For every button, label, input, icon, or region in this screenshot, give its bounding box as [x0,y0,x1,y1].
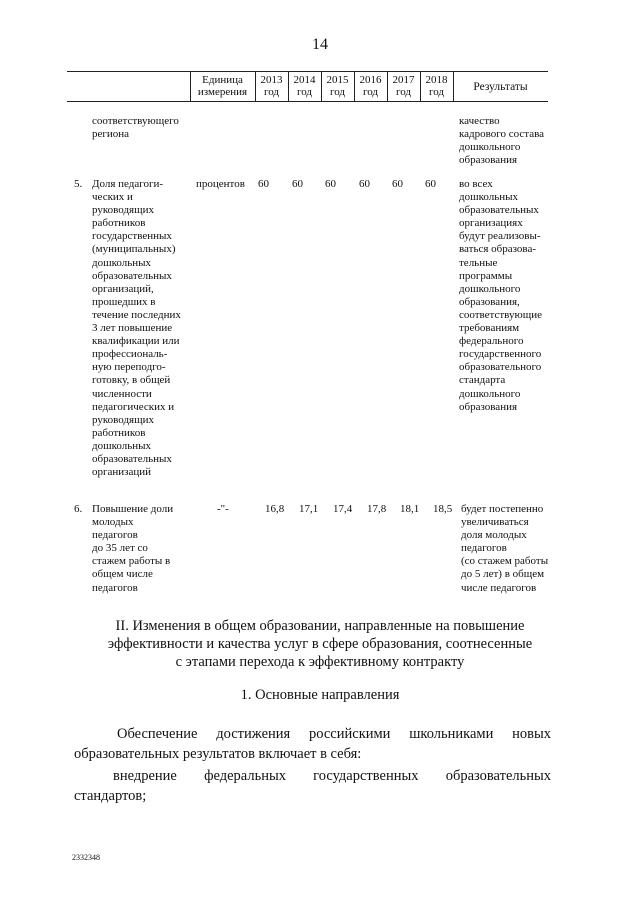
word: внедрение [113,768,177,784]
header-year-value: 2016 [359,74,382,86]
row-value-2014: 17,1 [299,503,319,515]
header-year-value: 2013 [260,74,283,86]
header-year-2016 [354,74,387,98]
row-value-2013: 60 [258,178,269,190]
row-value-2015: 60 [325,178,336,190]
row-number: 6. [74,503,83,515]
row-value-2017: 60 [392,178,403,190]
row-value-2016: 60 [359,178,370,190]
header-year-label: год [296,86,313,98]
row-unit: -"- [217,503,229,515]
word: российскими [309,726,391,742]
continuation-indicator: соответствующего региона [92,115,179,141]
paragraph-1-line-1 [117,724,551,744]
word: новых [512,726,551,742]
header-year-label: год [362,86,379,98]
paragraph-2-line-2: стандартов; [74,788,147,804]
header-year-2013 [255,74,288,98]
row-value-2018: 18,5 [433,503,453,515]
header-bottom-rule [67,101,548,102]
page-number: 14 [312,36,328,53]
word: школьниками [409,726,494,742]
row-indicator: Доля педагоги- ческих и руководящих работников государственных (муниципальных) дошкольных образовательных организаций, прошедших в течение последних 3 лет повышение квалификации или профессиональ- ную переподго- готовку, в общей численности педагогических и руководящих работников дошкольных образовательных организаций [92,178,181,479]
row-value-2018: 60 [425,178,436,190]
header-year-2014 [288,74,321,98]
row-number: 5. [74,178,83,190]
word: федеральных [204,768,286,784]
word: образовательных [445,768,551,784]
header-year-value: 2015 [326,74,349,86]
header-unit: Единица измерения [197,74,248,98]
row-value-2014: 60 [292,178,303,190]
paragraph-1-line-2: образовательных результатов включает в себя: [74,746,362,762]
row-value-2013: 16,8 [265,503,285,515]
header-year-label: год [395,86,412,98]
word: достижения [216,726,291,742]
header-year-2017 [387,74,420,98]
header-year-label: год [428,86,445,98]
row-result: будет постепенно увеличиваться доля молодых педагогов (со стажем работы до 5 лет) в общем числе педагогов [461,503,549,594]
document-id: 2332348 [72,853,100,862]
row-indicator: Повышение доли молодых педагогов до 35 лет со стажем работы в общем числе педагогов [92,503,174,594]
continuation-result: качество кадрового состава дошкольного образования [459,115,545,167]
header-year-label: год [329,86,346,98]
row-unit: процентов [196,178,245,190]
header-year-label: год [263,86,280,98]
word: Обеспечение [117,726,198,742]
section-heading: II. Изменения в общем образовании, направленные на повышение эффективности и качества услуг в сфере образования, соотнесенные с этапами перехода к эффективному контракту [107,618,533,670]
header-year-value: 2014 [293,74,316,86]
paragraph-2-line-1 [113,766,551,786]
row-value-2016: 17,8 [367,503,387,515]
section-subheading: 1. Основные направления [240,687,400,703]
header-year-value: 2017 [392,74,415,86]
row-result: во всех дошкольных образовательных организациях будут реализовы- ваться образова- тельные программы дошкольного образования, соответствующие требованиям федерального государственного образовательного стандарта дошкольного образования [459,178,542,413]
header-top-rule [67,71,548,72]
row-value-2017: 18,1 [400,503,420,515]
word: государственных [313,768,419,784]
header-year-2015 [321,74,354,98]
header-year-value: 2018 [425,74,448,86]
header-year-2018 [420,74,453,98]
row-value-2015: 17,4 [333,503,353,515]
header-results: Результаты [473,81,528,93]
